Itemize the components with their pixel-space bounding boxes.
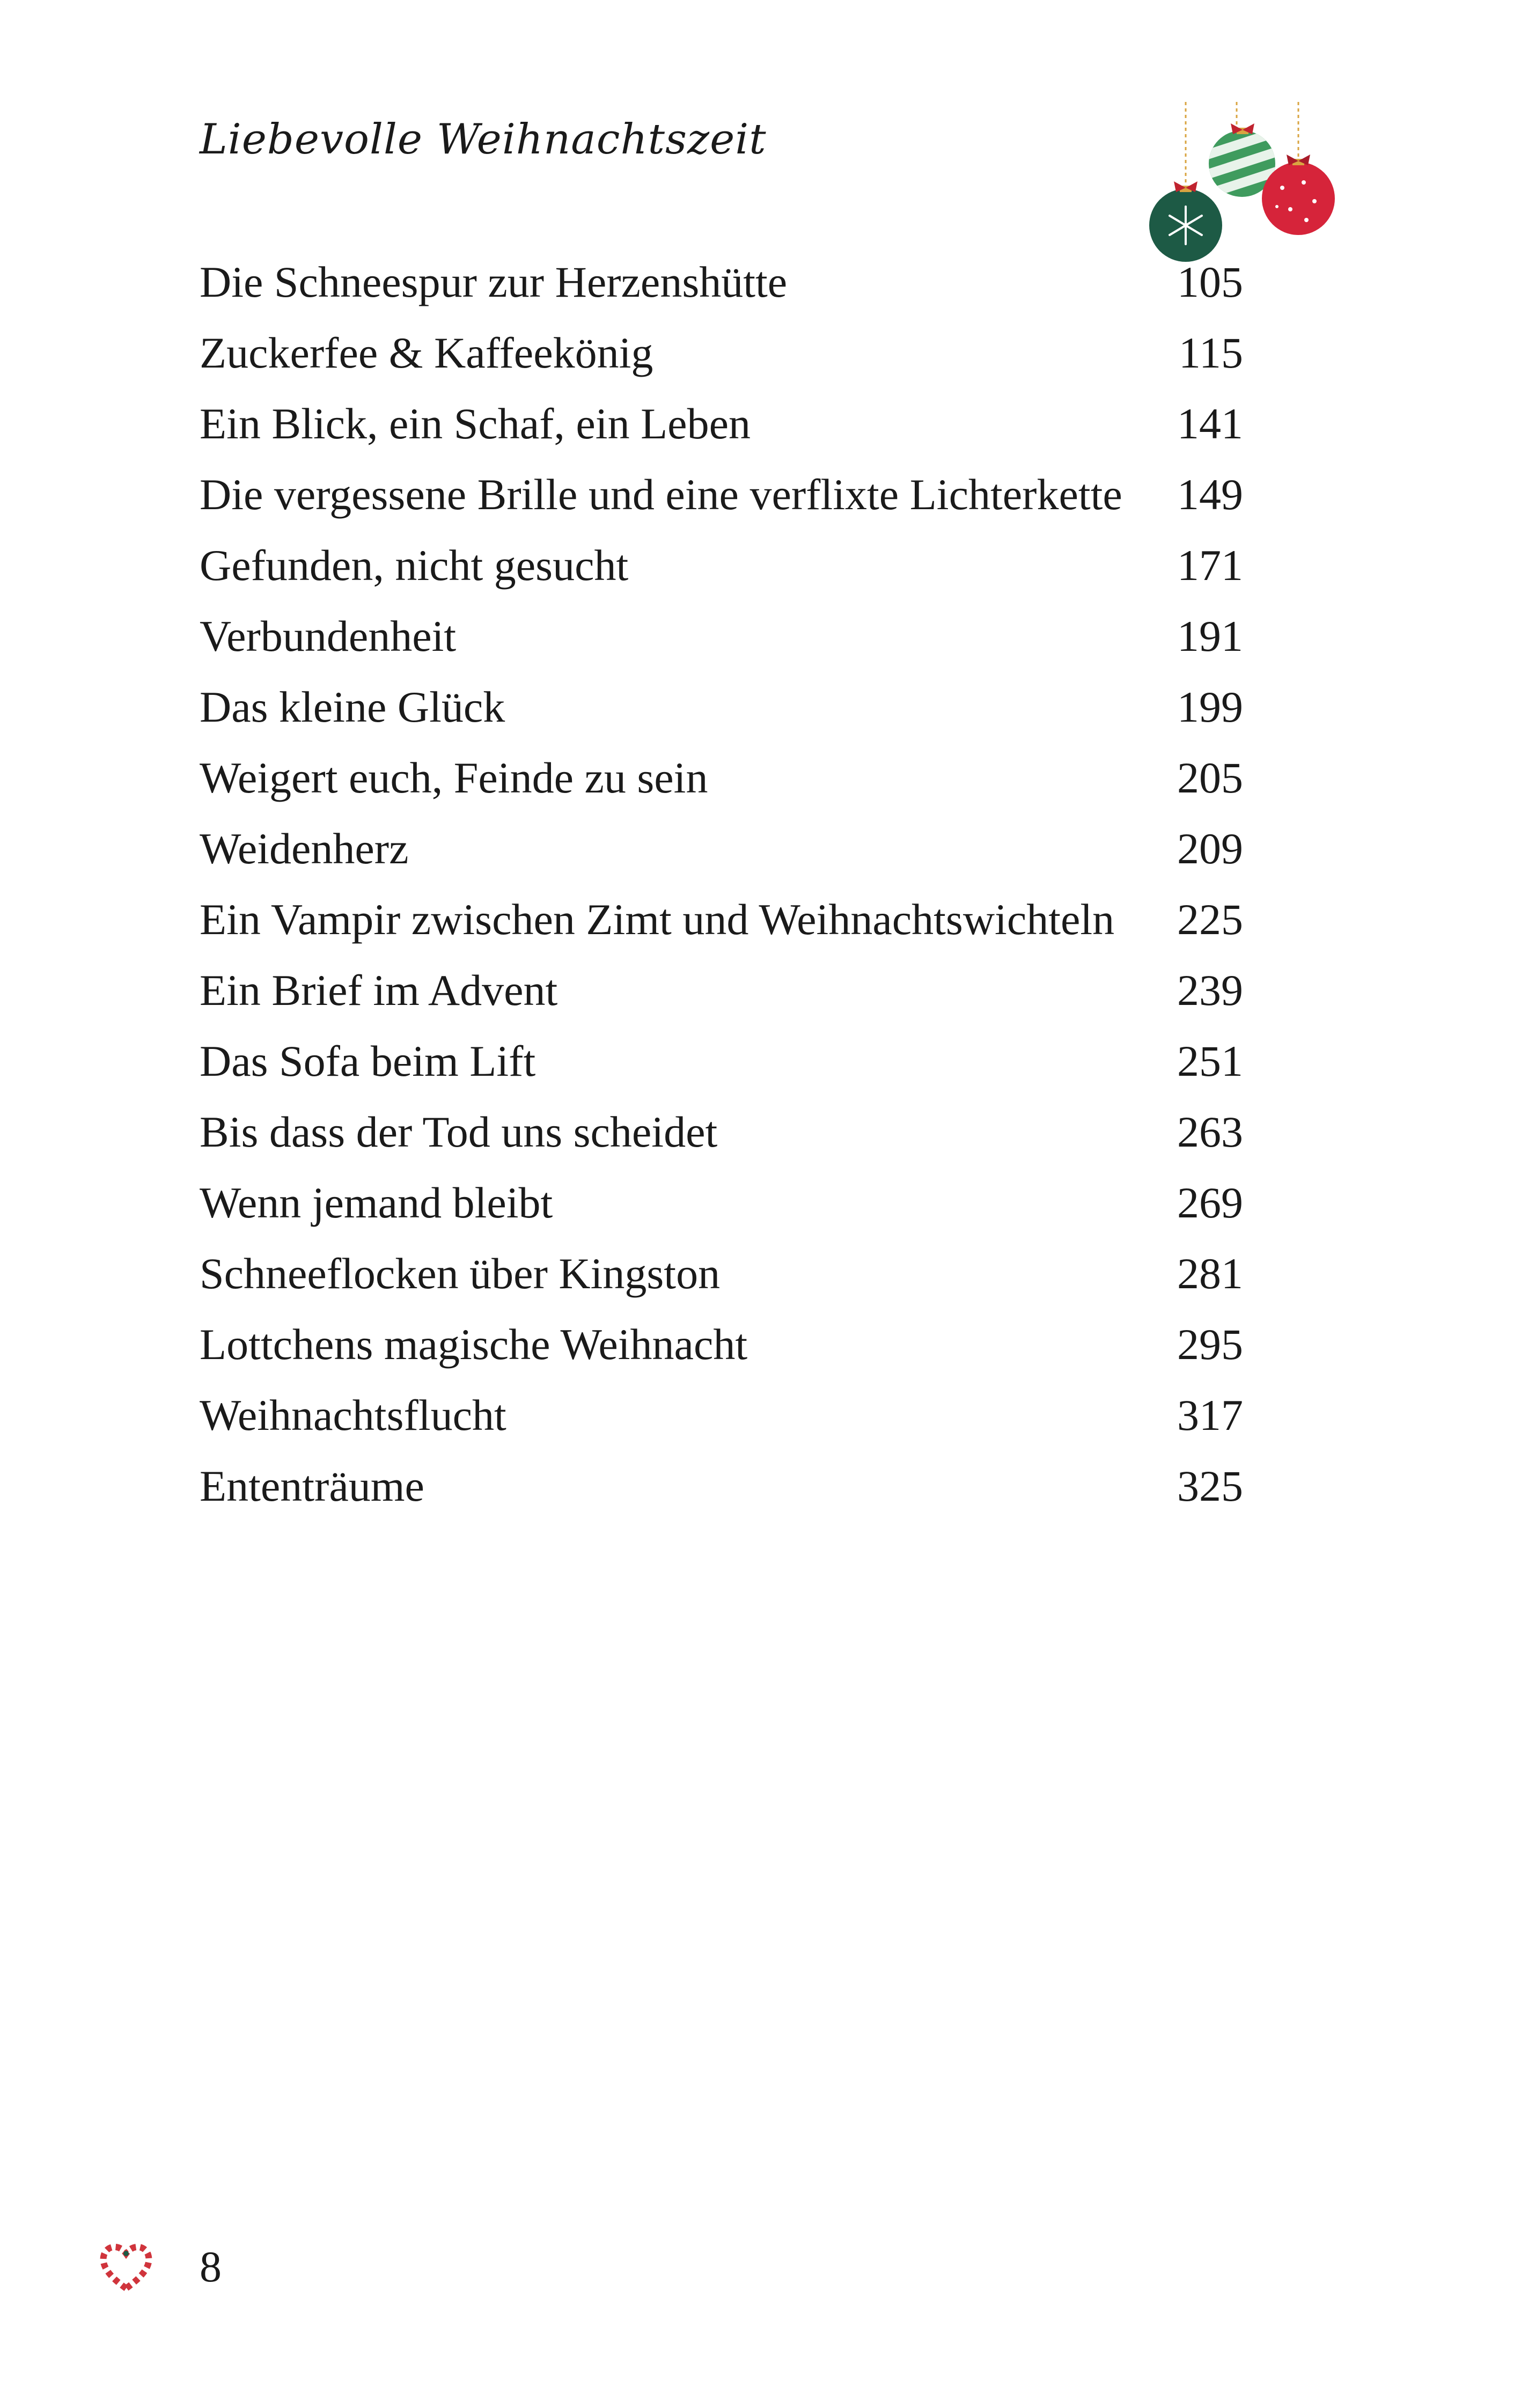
toc-entry-page: 199 bbox=[1177, 682, 1243, 731]
toc-entry-title: Wenn jemand bleibt bbox=[200, 1178, 553, 1227]
toc-entry[interactable] bbox=[200, 1380, 1243, 1451]
toc-entry-title: Bis dass der Tod uns scheidet bbox=[200, 1107, 718, 1156]
toc-entry-page: 105 bbox=[1177, 258, 1243, 306]
page-footer bbox=[97, 2237, 311, 2302]
toc-entry-page: 239 bbox=[1177, 966, 1243, 1015]
toc-entry[interactable] bbox=[200, 1309, 1243, 1380]
toc-entry[interactable] bbox=[200, 318, 1243, 388]
toc-entry-title: Lottchens magische Weihnacht bbox=[200, 1320, 748, 1369]
toc-entry-page: 263 bbox=[1177, 1107, 1243, 1156]
toc-entry[interactable] bbox=[200, 1451, 1243, 1522]
candy-cane-heart-icon bbox=[97, 2237, 156, 2296]
toc-entry[interactable] bbox=[200, 743, 1243, 813]
toc-entry[interactable] bbox=[200, 955, 1243, 1026]
running-header: Liebevolle Weihnachtszeit bbox=[200, 115, 767, 164]
toc-entry-title: Die vergessene Brille und eine verflixte Lichterkette bbox=[200, 470, 1122, 519]
toc-entry-page: 141 bbox=[1177, 399, 1243, 448]
toc-entry-title: Zuckerfee & Kaffeekönig bbox=[200, 328, 653, 377]
toc-entry-title: Ein Blick, ein Schaf, ein Leben bbox=[200, 399, 751, 448]
toc-entry-title: Weihnachtsflucht bbox=[200, 1391, 506, 1440]
toc-entry[interactable] bbox=[200, 1168, 1243, 1238]
toc-entry[interactable] bbox=[200, 459, 1243, 530]
toc-entry-title: Weidenherz bbox=[200, 824, 409, 873]
toc-entry-page: 191 bbox=[1177, 612, 1243, 660]
toc-entry[interactable] bbox=[200, 601, 1243, 672]
toc-entry-page: 209 bbox=[1177, 824, 1243, 873]
toc-entry[interactable] bbox=[200, 530, 1243, 601]
toc-entry-title: Schneeflocken über Kingston bbox=[200, 1249, 721, 1298]
toc-entry-title: Gefunden, nicht gesucht bbox=[200, 541, 629, 590]
toc-entry-page: 115 bbox=[1179, 328, 1243, 377]
toc-entry-page: 149 bbox=[1177, 470, 1243, 519]
toc-entry-page: 205 bbox=[1177, 753, 1243, 802]
toc-entry[interactable] bbox=[200, 1026, 1243, 1097]
toc-entry-page: 295 bbox=[1177, 1320, 1243, 1369]
toc-entry[interactable] bbox=[200, 247, 1243, 318]
toc-entry-title: Ein Brief im Advent bbox=[200, 966, 558, 1015]
toc-entry-page: 281 bbox=[1177, 1249, 1243, 1298]
toc-entry-title: Weigert euch, Feinde zu sein bbox=[200, 753, 708, 802]
toc-entry-title: Die Schneespur zur Herzenshütte bbox=[200, 258, 788, 306]
toc-entry-title: Ententräume bbox=[200, 1462, 424, 1510]
toc-entry[interactable] bbox=[200, 884, 1243, 955]
christmas-ornaments-icon bbox=[1143, 102, 1347, 268]
toc-entry-page: 251 bbox=[1177, 1037, 1243, 1085]
toc-entry[interactable] bbox=[200, 1238, 1243, 1309]
toc-entry-title: Ein Vampir zwischen Zimt und Weihnachtswichteln bbox=[200, 895, 1115, 944]
toc-entry-page: 269 bbox=[1177, 1178, 1243, 1227]
toc-entry-title: Das kleine Glück bbox=[200, 682, 505, 731]
toc-entry-title: Das Sofa beim Lift bbox=[200, 1037, 536, 1085]
toc-entry-page: 171 bbox=[1177, 541, 1243, 590]
page-number: 8 bbox=[200, 2242, 222, 2291]
toc-entry[interactable] bbox=[200, 1097, 1243, 1168]
toc-entry-page: 325 bbox=[1177, 1462, 1243, 1510]
toc-entry[interactable] bbox=[200, 672, 1243, 743]
toc-entry-page: 317 bbox=[1177, 1391, 1243, 1440]
toc-entry[interactable] bbox=[200, 813, 1243, 884]
toc-entry[interactable] bbox=[200, 388, 1243, 459]
table-of-contents bbox=[200, 247, 1243, 1522]
toc-entry-title: Verbundenheit bbox=[200, 612, 457, 660]
toc-entry-page: 225 bbox=[1177, 895, 1243, 944]
